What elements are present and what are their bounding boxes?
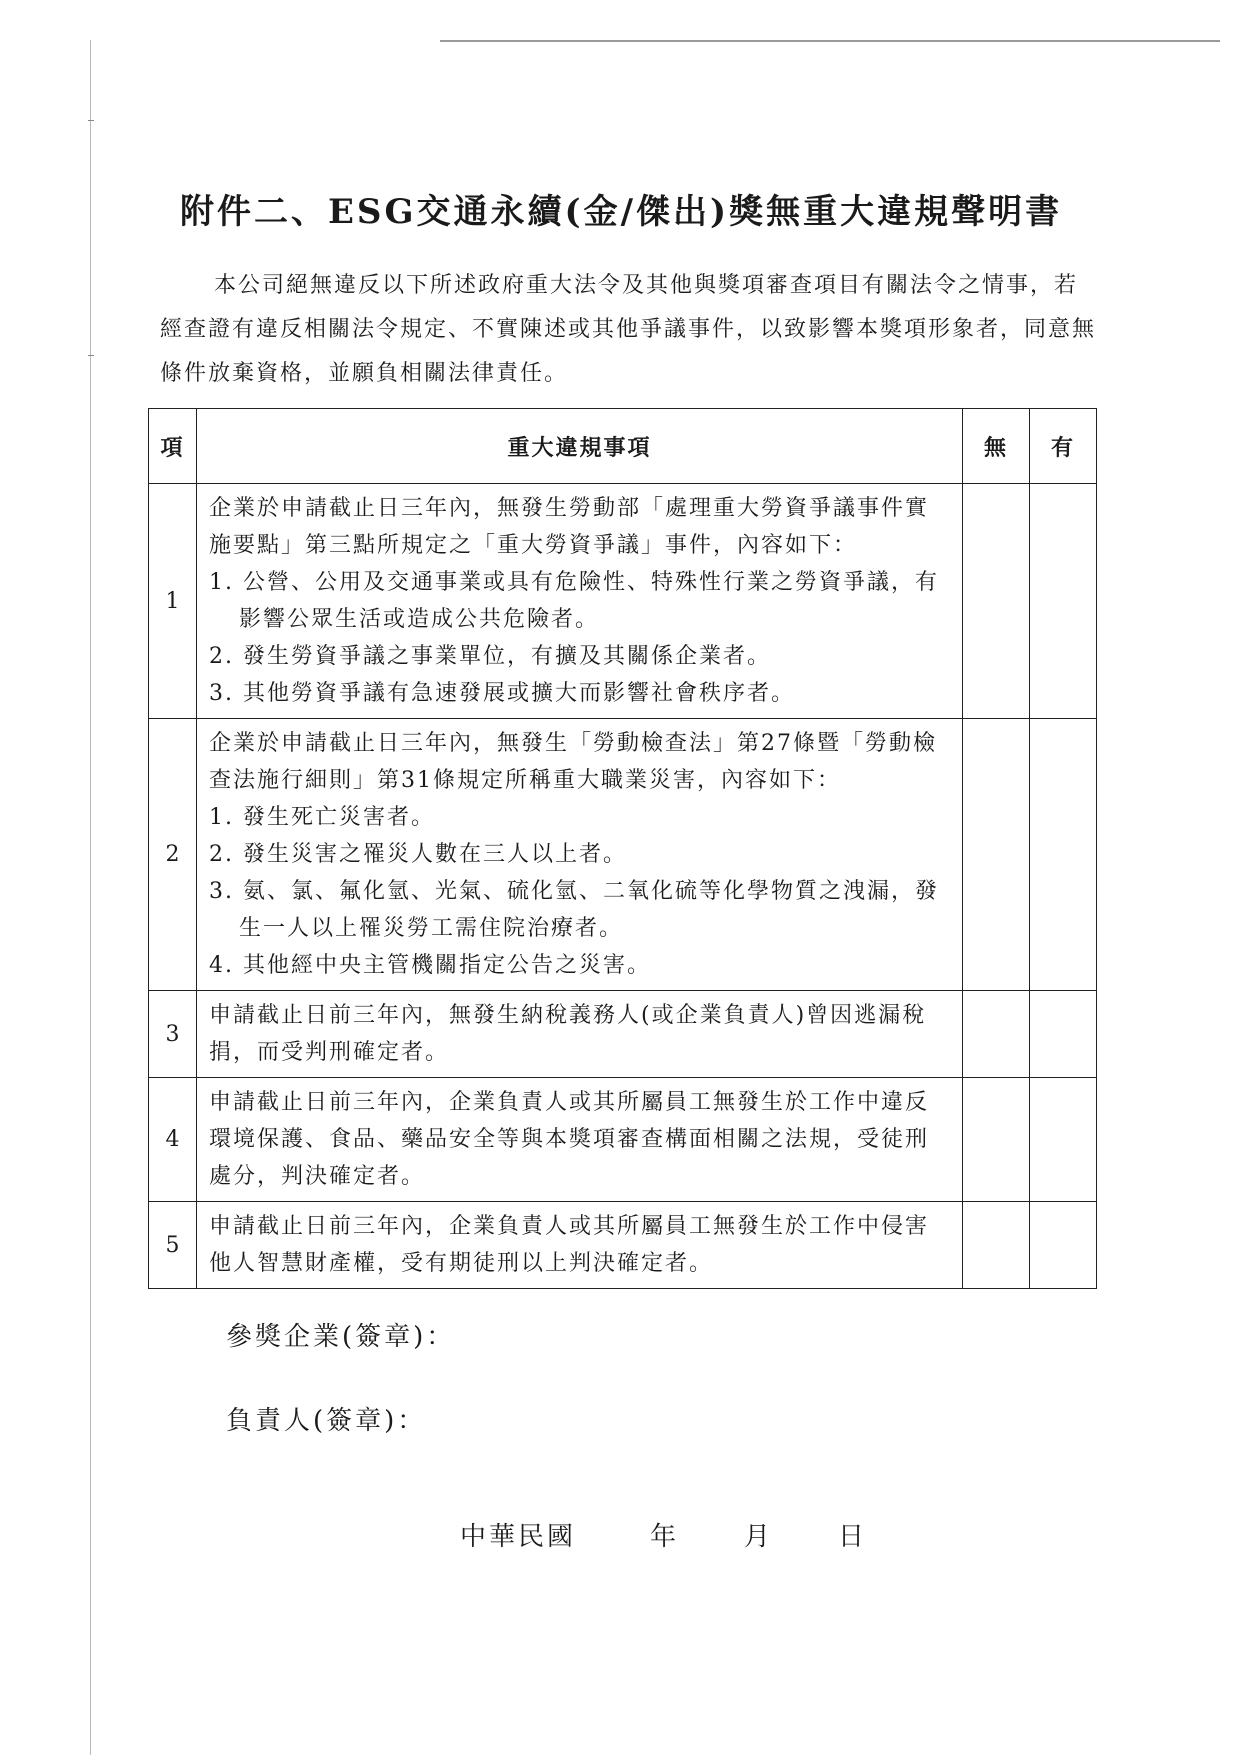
row-sub-item: 2. 發生災害之罹災人數在三人以上者。 bbox=[209, 842, 627, 867]
row-description: 申請截止日前三年內，企業負責人或其所屬員工無發生於工作中違反環境保護、食品、藥品安全等與本獎項審查構面相關之法規，受徒刑處分，判決確定者。 bbox=[209, 1090, 930, 1189]
row-description: 申請截止日前三年內，無發生納稅義務人(或企業負責人)曾因逃漏稅捐，而受判刑確定者。 bbox=[209, 1003, 927, 1065]
row-number: 5 bbox=[149, 1202, 197, 1289]
row-sub-item: 2. 發生勞資爭議之事業單位，有擴及其關係企業者。 bbox=[209, 644, 771, 669]
date-year: 年 bbox=[650, 1522, 680, 1552]
violations-table bbox=[148, 408, 1097, 1289]
has-checkbox-cell[interactable] bbox=[1030, 1202, 1097, 1289]
table-row bbox=[149, 1202, 1097, 1289]
intro-statement bbox=[160, 264, 1100, 396]
company-signature-label: 參獎企業(簽章)： bbox=[226, 1322, 456, 1352]
date-day: 日 bbox=[838, 1522, 868, 1552]
row-sub-item: 1. 公營、公用及交通事業或具有危險性、特殊性行業之勞資爭議，有影響公眾生活或造成公共危險者。 bbox=[209, 570, 939, 632]
table-row bbox=[149, 1078, 1097, 1202]
row-content bbox=[197, 1202, 963, 1289]
none-checkbox-cell[interactable] bbox=[963, 1202, 1030, 1289]
none-checkbox-cell[interactable] bbox=[963, 991, 1030, 1078]
table-row bbox=[149, 719, 1097, 991]
row-description: 企業於申請截止日三年內，無發生勞動部「處理重大勞資爭議事件實施要點」第三點所規定之「重大勞資爭議」事件，內容如下： bbox=[209, 496, 930, 558]
row-sub-item: 1. 發生死亡災害者。 bbox=[209, 805, 435, 830]
row-number: 2 bbox=[149, 719, 197, 991]
row-number: 1 bbox=[149, 484, 197, 719]
row-content bbox=[197, 719, 963, 991]
owner-signature-label: 負責人(簽章)： bbox=[226, 1406, 427, 1436]
none-checkbox-cell[interactable] bbox=[963, 484, 1030, 719]
table-header-row bbox=[149, 409, 1097, 484]
header-has: 有 bbox=[1030, 409, 1097, 484]
row-content bbox=[197, 1078, 963, 1202]
row-content bbox=[197, 991, 963, 1078]
row-description: 申請截止日前三年內，企業負責人或其所屬員工無發生於工作中侵害他人智慧財產權，受有期徒刑以上判決確定者。 bbox=[209, 1214, 930, 1276]
row-sub-item: 4. 其他經中央主管機關指定公告之災害。 bbox=[209, 953, 651, 978]
has-checkbox-cell[interactable] bbox=[1030, 484, 1097, 719]
has-checkbox-cell[interactable] bbox=[1030, 991, 1097, 1078]
row-number: 4 bbox=[149, 1078, 197, 1202]
scan-mark bbox=[88, 355, 94, 356]
has-checkbox-cell[interactable] bbox=[1030, 719, 1097, 991]
table-row bbox=[149, 991, 1097, 1078]
none-checkbox-cell[interactable] bbox=[963, 1078, 1030, 1202]
row-description: 企業於申請截止日三年內，無發生「勞動檢查法」第27條暨「勞動檢查法施行細則」第31條規定所稱重大職業災害，內容如下： bbox=[209, 731, 937, 793]
date-month: 月 bbox=[744, 1522, 774, 1552]
row-number: 3 bbox=[149, 991, 197, 1078]
has-checkbox-cell[interactable] bbox=[1030, 1078, 1097, 1202]
scan-mark bbox=[88, 120, 94, 121]
date-era: 中華民國 bbox=[460, 1522, 577, 1552]
header-item: 項 bbox=[149, 409, 197, 484]
document-title: 附件二、ESG交通永續(金/傑出)獎無重大違規聲明書 bbox=[180, 192, 1063, 232]
scan-top-line bbox=[440, 40, 1220, 42]
row-sub-item: 3. 氨、氯、氟化氫、光氣、硫化氫、二氧化硫等化學物質之洩漏，發生一人以上罹災勞工需住院治療者。 bbox=[209, 879, 939, 941]
intro-paragraph: 本公司絕無違反以下所述政府重大法令及其他與獎項審查項目有關法令之情事，若經查證有違反相關法令規定、不實陳述或其他爭議事件，以致影響本獎項形象者，同意無條件放棄資格，並願負相關法律責任。 bbox=[160, 273, 1097, 386]
table-row bbox=[149, 484, 1097, 719]
header-matter: 重大違規事項 bbox=[197, 409, 963, 484]
header-none: 無 bbox=[963, 409, 1030, 484]
scan-edge-line bbox=[90, 40, 91, 1755]
row-content bbox=[197, 484, 963, 719]
row-sub-item: 3. 其他勞資爭議有急速發展或擴大而影響社會秩序者。 bbox=[209, 681, 795, 706]
date-line bbox=[460, 1516, 867, 1553]
none-checkbox-cell[interactable] bbox=[963, 719, 1030, 991]
